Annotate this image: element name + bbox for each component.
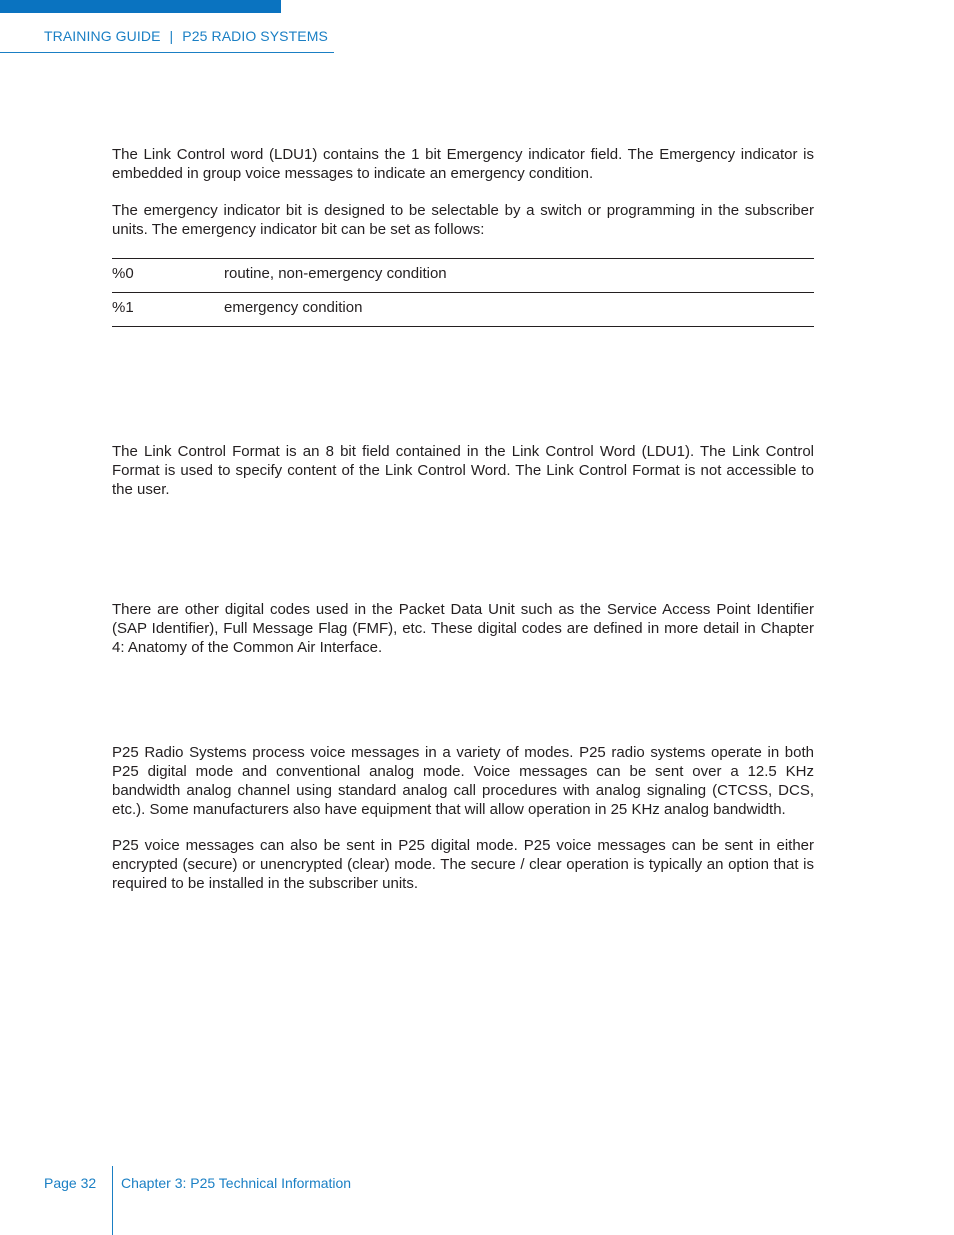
header-subject-title: P25 RADIO SYSTEMS <box>182 28 328 44</box>
table-cell-description: emergency condition <box>224 299 363 316</box>
header-separator: | <box>169 28 174 44</box>
table-cell-code: %1 <box>112 299 134 316</box>
page-number: Page 32 <box>44 1175 97 1191</box>
header-accent-bar <box>0 0 281 13</box>
emergency-indicator-table <box>112 258 814 327</box>
paragraph-emergency-indicator: The Link Control word (LDU1) contains the 1 bit Emergency indicator field. The Emergency indicator is embedded in group voice messages to indicate an emergency condition. <box>112 146 814 182</box>
table-cell-description: routine, non-emergency condition <box>224 265 447 282</box>
paragraph-digital-voice-encryption: P25 voice messages can also be sent in P25 digital mode. P25 voice messages can be sent in either encrypted (secure) or unencrypted (clear) mode. The secure / clear operation is typically an option that is required to be installed in the subscriber units. <box>112 837 814 892</box>
footer-divider <box>112 1166 113 1235</box>
table-row <box>112 293 814 327</box>
paragraph-link-control-format: The Link Control Format is an 8 bit field contained in the Link Control Word (LDU1). The Link Control Format is used to specify content of the Link Control Word. The Link Control Format is not accessible to the user. <box>112 443 814 498</box>
paragraph-emergency-bit-settings: The emergency indicator bit is designed to be selectable by a switch or programming in the subscriber units. The emergency indicator bit can be set as follows: <box>112 202 814 238</box>
chapter-title: Chapter 3: P25 Technical Information <box>121 1175 352 1191</box>
table-row <box>112 259 814 293</box>
running-header <box>44 28 328 44</box>
paragraph-voice-modes: P25 Radio Systems process voice messages in a variety of modes. P25 radio systems operate in both P25 digital mode and conventional analog mode. Voice messages can be sent over a 12.5 KHz bandwidth analog channel using standard analog call procedures with analog signaling (CTCSS, DCS, etc.). Some manufacturers also have equipment that will allow operation in 25 KHz analog bandwidth. <box>112 744 814 818</box>
paragraph-other-digital-codes: There are other digital codes used in the Packet Data Unit such as the Service Access Point Identifier (SAP Identifier), Full Message Flag (FMF), etc. These digital codes are defined in more detail in Chapter 4: Anatomy of the Common Air Interface. <box>112 601 814 656</box>
header-rule <box>0 52 334 53</box>
table-cell-code: %0 <box>112 265 134 282</box>
header-guide-title: TRAINING GUIDE <box>44 28 161 44</box>
